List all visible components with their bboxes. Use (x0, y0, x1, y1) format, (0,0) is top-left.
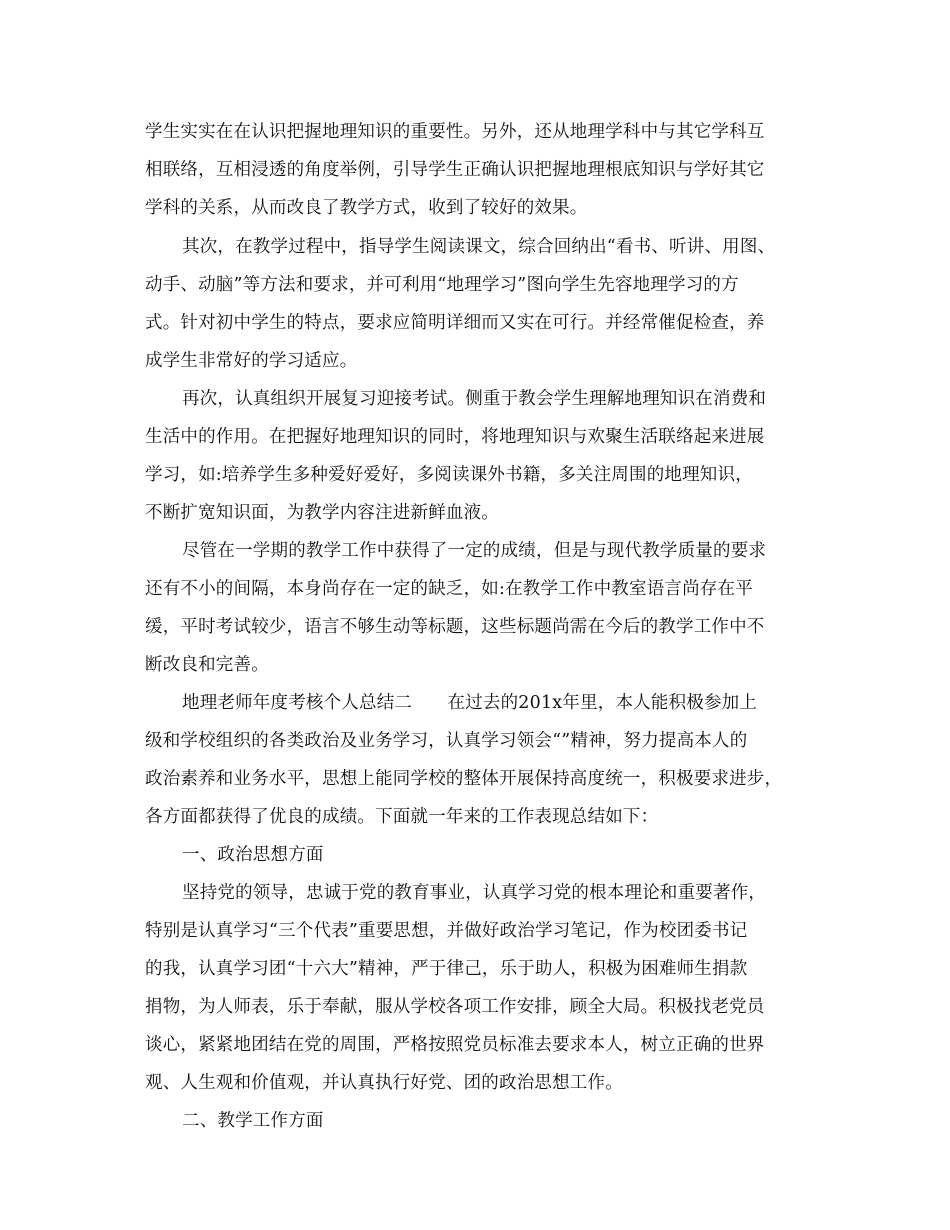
text-line: 特别是认真学习“三个代表”重要思想，并做好政治学习笔记，作为校团委书记 (145, 921, 748, 941)
text-line: 谈心，紧紧地团结在党的周围，严格按照党员标准去要求本人，树立正确的世界 (145, 1035, 765, 1055)
section-heading: 二、教学工作方面 (182, 1111, 324, 1131)
text-line: 缓，平时考试较少，语言不够生动等标题，这些标题尚需在今后的教学工作中不 (145, 617, 765, 637)
paragraph-start: 尽管在一学期的教学工作中获得了一定的成绩，但是与现代教学质量的要求 (182, 541, 767, 561)
text-line: 不断扩宽知识面，为教学内容注进新鲜血液。 (145, 503, 499, 523)
text-line: 式。针对初中学生的特点，要求应简明详细而又实在可行。并经常催促检查，养 (145, 313, 765, 333)
paragraph-start: 其次，在教学过程中，指导学生阅读课文，综合回纳出“看书、听讲、用图、 (182, 237, 776, 257)
text-line: 还有不小的间隔，本身尚存在一定的缺乏，如:在教学工作中教室语言尚存在平 (145, 579, 753, 599)
text-line: 成学生非常好的学习适应。 (145, 351, 358, 371)
text-line: 级和学校组织的各类政治及业务学习，认真学习领会“”精神，努力提高本人的 (145, 731, 748, 751)
text-line: 生活中的作用。在把握好地理知识的同时，将地理知识与欢聚生活联络起来进展 (145, 427, 765, 447)
text-line: 学科的关系，从而改良了教学方式，收到了较好的效果。 (145, 198, 588, 218)
text-line: 动手、动脑”等方法和要求，并可利用“地理学习”图向学生先容地理学习的方 (145, 275, 739, 295)
text-line: 捐物，为人师表，乐于奉献，服从学校各项工作安排，顾全大局。积极找老党员 (145, 997, 765, 1017)
section-heading: 一、政治思想方面 (182, 845, 324, 865)
text-line: 观、人生观和价值观，并认真执行好党、团的政治思想工作。 (145, 1073, 623, 1093)
text-line: 的我，认真学习团“十六大”精神，严于律己，乐于助人，积极为困难师生捐款 (145, 959, 748, 979)
text-line: 各方面都获得了优良的成绩。下面就一年来的工作表现总结如下： (145, 807, 659, 827)
paragraph-start: 坚持党的领导，忠诚于党的教育事业，认真学习党的根本理论和重要著作， (182, 883, 767, 903)
section-title-line: 地理老师年度考核个人总结二 在过去的201x年里，本人能积极参加上 (182, 693, 758, 713)
paragraph-start: 再次，认真组织开展复习迎接考试。侧重于教会学生理解地理知识在消费和 (182, 389, 767, 409)
text-line: 学习，如:培养学生多种爱好爱好，多阅读课外书籍，多关注周围的地理知识， (145, 465, 753, 485)
text-line: 学生实实在在认识把握地理知识的重要性。另外，还从地理学科中与其它学科互 (145, 122, 765, 142)
text-line: 断改良和完善。 (145, 655, 269, 675)
text-line: 政治素养和业务水平，思想上能同学校的整体开展保持高度统一，积极要求进步， (145, 769, 783, 789)
text-line: 相联络，互相浸透的角度举例，引导学生正确认识把握地理根底知识与学好其它 (145, 160, 765, 180)
